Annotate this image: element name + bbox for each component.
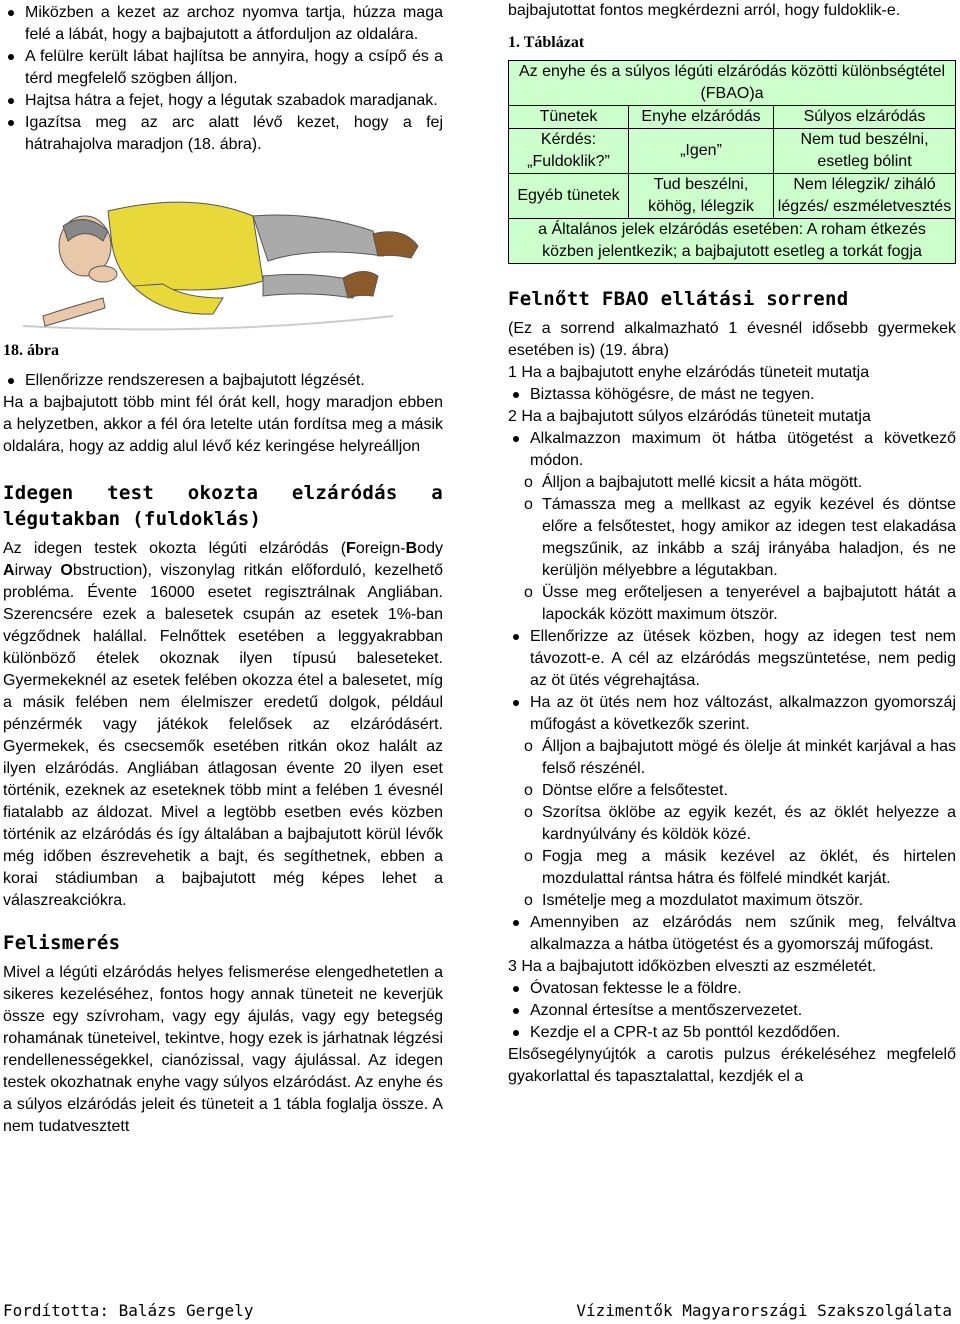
intro-paragraph: (Ez a sorrend alkalmazható 1 évesnél idősebb gyermekek esetében is) (19. ábra) xyxy=(508,320,956,359)
recovery-steps-list xyxy=(3,2,443,156)
check-breathing-list xyxy=(3,370,443,392)
sub-list-item: o Támassza meg a mellkast az egyik kezével és döntse előre a felsőtestet, hogy amikor az idegen test elakadása megszűnik, az inkább a száj irányába haladjon, és ne kerüljön mélyebbre a légutakban. xyxy=(520,494,956,582)
table-note: a Általános jelek elzáródás esetében: A roham étkezés közben jelentkezik; a bajbajutott esetleg a torkát fogja xyxy=(509,219,956,264)
step-3: 3 Ha a bajbajutott időközben elveszti az eszméletét. xyxy=(508,958,877,975)
footer-organization: Vízimentők Magyarországi Szakszolgálata xyxy=(576,1301,952,1320)
list-item: Biztassa köhögésre, de mást ne tegyen. xyxy=(508,384,956,406)
table-cell: Egyéb tünetek xyxy=(509,174,629,219)
half-hour-paragraph: Ha a bajbajutott több mint fél órát kell, hogy maradjon ebben a helyzetben, akkor a fél óra letelte után fordítsa meg a másik oldalára, hogy az addig alul lévő kéz keringése helyreálljon xyxy=(3,394,443,455)
step-3-list xyxy=(508,978,956,1044)
list-item: Ellenőrizze az ütések közben, hogy az idegen test nem távozott-e. A cél az elzáródás megszüntetése, nem pedig az öt ütés végrehajtása. xyxy=(508,626,956,692)
fbao-heading: Idegen test okozta elzáródás a légutakban (fuldoklás) xyxy=(3,482,443,530)
list-item: Alkalmazzon maximum öt hátba ütögetést a következő módon. xyxy=(508,428,956,472)
fbao-table xyxy=(508,60,956,264)
step-2: 2 Ha a bajbajutott súlyos elzáródás tüneteit mutatja xyxy=(508,408,871,425)
recognition-heading: Felismerés xyxy=(3,932,121,954)
right-column xyxy=(508,0,956,1088)
footer-translator: Fordította: Balázs Gergely xyxy=(3,1301,254,1320)
list-item: Azonnal értesítse a mentőszervezetet. xyxy=(508,1000,956,1022)
table-header-severe: Súlyos elzáródás xyxy=(774,106,956,129)
step-2-list xyxy=(508,428,956,472)
list-item: Ellenőrizze rendszeresen a bajbajutott légzését. xyxy=(3,370,443,392)
table-cell: Nem tud beszélni, esetleg bólint xyxy=(774,129,956,174)
table-cell: Tud beszélni, köhög, lélegzik xyxy=(629,174,774,219)
step-2-list-cont xyxy=(508,626,956,736)
sub-list-item: o Fogja meg a másik kezével az öklét, és hirtelen mozdulattal rántsa hátra és fölfelé mindkét karját. xyxy=(520,846,956,890)
abdominal-thrust-sublist xyxy=(508,736,956,912)
closing-paragraph: Elsősegélynyújtók a carotis pulzus érékeléséhez megfelelő gyakorlattal és tapasztalattal, kezdjék el a xyxy=(508,1046,956,1085)
step-1-list xyxy=(508,384,956,406)
recognition-paragraph: Mivel a légúti elzáródás helyes felismerése elengedhetetlen a sikeres kezeléséhez, fontos hogy annak tüneteit ne keverjük össze egy szívroham, vagy egy ájulás, vagy egy betegség rohamának tüneteivel, tekintve, hogy ezek is járhatnak légzési rendellenességekkel, cianózissal, vagy ájulással. Az idegen testek okozhatnak enyhe vagy súlyos elzáródást. Az enyhe és a súlyos elzáródás jeleit és tüneteit a 1 tábla foglalja össze. A nem tudatvesztett xyxy=(3,964,443,1135)
sub-list-item: o Álljon a bajbajutott mellé kicsit a háta mögött. xyxy=(520,472,956,494)
step-1: 1 Ha a bajbajutott enyhe elzáródás tüneteit mutatja xyxy=(508,364,870,381)
table-cell: Kérdés: „Fuldoklik?” xyxy=(509,129,629,174)
table-header-symptoms: Tünetek xyxy=(509,106,629,129)
list-item: Hajtsa hátra a fejet, hogy a légutak szabadok maradjanak. xyxy=(3,90,443,112)
list-item: A felülre került lábat hajlítsa be annyira, hogy a csípő és a térd megfelelő szögben álljon. xyxy=(3,46,443,90)
list-item: Amennyiben az elzáródás nem szűnik meg, felváltva alkalmazza a hátba ütögetést és a gyomorszáj műfogást. xyxy=(508,912,956,956)
fbao-paragraph: Az idegen testek okozta légúti elzáródás (Foreign-Body Airway Obstruction), viszonylag ritkán előforduló, kezelhető probléma. Évente 16000 esetet regisztrálnak Angliában. Szerencsére ezek a balesetek csupán az esetek 1%-ban végződnek halállal. Felnőttek esetében a leggyakrabban különböző ételek okoznak ilyen típusú baleseteket. Gyermekeknél az esetek felében okozza étel a balesetet, míg a másik felében nem élelmiszer eredetű dolgok, például pénzérmék vagy játékok felelősek az elzáródásért. Gyermekek, és csecsemők esetében ritkán okoz halált az ilyen elzáródás. Angliában átlagosan évente 20 ilyen eset történik, ezeknek az eseteknek több mint a felében 1 évesnél fiatalabb az áldozat. Mivel a legtöbb esetben evés közben történik az elzáródás és így általában a bajbajutott körül lévők még időben észrevehetik a bajt, és segíthetnek, ebben a korai stádiumban a bajbajutott még képes lehet a válaszreakciókra. xyxy=(3,540,443,909)
recovery-position-illustration xyxy=(13,186,433,336)
top-paragraph: bajbajutottat fontos megkérdezni arról, hogy fuldoklik-e. xyxy=(508,2,901,19)
list-item: Miközben a kezet az archoz nyomva tartja, húzza maga felé a lábát, hogy a bajbajutott a átforduljon az oldalára. xyxy=(3,2,443,46)
table-header-mild: Enyhe elzáródás xyxy=(629,106,774,129)
list-item: Igazítsa meg az arc alatt lévő kezet, hogy a fej hátrahajolva maradjon (18. ábra). xyxy=(3,112,443,156)
recovery-position-figure xyxy=(13,186,433,336)
step-2-list-end xyxy=(508,912,956,956)
sequence-heading: Felnőtt FBAO ellátási sorrend xyxy=(508,288,849,310)
table-label: 1. Táblázat xyxy=(508,34,585,51)
sub-list-item: o Üsse meg erőteljesen a tenyerével a bajbajutott hátát a lapockák között maximum ötször. xyxy=(520,582,956,626)
sub-list-item: o Döntse előre a felsőtestet. xyxy=(520,780,956,802)
table-cell: Nem lélegzik/ ziháló légzés/ eszméletvesztés xyxy=(774,174,956,219)
figure-caption: 18. ábra xyxy=(3,342,59,359)
sub-list-item: o Álljon a bajbajutott mögé és ölelje át minkét karjával a has felső részénél. xyxy=(520,736,956,780)
sub-list-item: o Szorítsa öklöbe az egyik kezét, és az öklét helyezze a kardnyúlvány és köldök közé. xyxy=(520,802,956,846)
back-blow-sublist xyxy=(508,472,956,626)
list-item: Kezdje el a CPR-t az 5b ponttól kezdődően. xyxy=(508,1022,956,1044)
table-cell: „Igen” xyxy=(629,129,774,174)
list-item: Ha az öt ütés nem hoz változást, alkalmazzon gyomorszáj műfogást a következők szerint. xyxy=(508,692,956,736)
list-item: Óvatosan fektesse le a földre. xyxy=(508,978,956,1000)
left-column xyxy=(3,0,443,1138)
sub-list-item: o Ismételje meg a mozdulatot maximum ötször. xyxy=(520,890,956,912)
table-title: Az enyhe és a súlyos légúti elzáródás közötti különbségtétel (FBAO)a xyxy=(509,61,956,106)
